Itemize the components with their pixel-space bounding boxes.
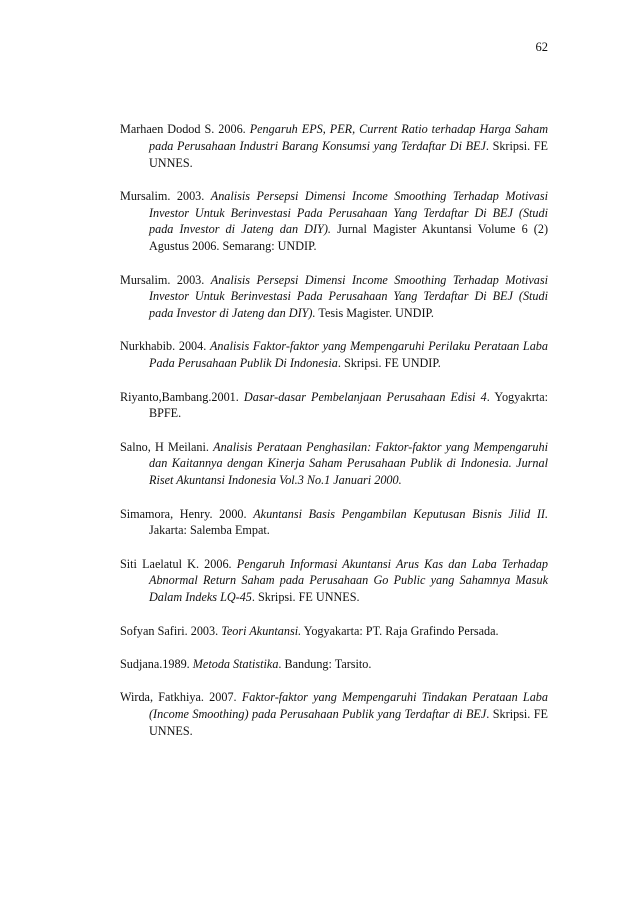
reference-author-year: Nurkhabib. 2004. [120,339,210,354]
reference-author-year: Marhaen Dodod S. 2006. [120,122,250,136]
reference-source: Jakarta: Salemba Empat. [149,523,270,538]
reference-entry [120,623,548,640]
reference-entry [120,121,548,171]
reference-source: Tesis Magister. UNDIP. [315,306,434,321]
reference-title: Teori Akuntansi. [221,623,302,638]
reference-title: Metoda Statistika [192,656,279,671]
reference-source: Yogyakarta: PT. Raja Grafindo Persada. [301,623,499,638]
reference-list [120,121,548,756]
reference-author-year: Simamora, Henry. 2000. [120,506,254,521]
reference-title: Analisis Faktor-faktor yang Mempengaruhi Perilaku Perataan Laba Pada Perusahaan Publik Di Indonesia [149,339,548,371]
reference-entry [120,338,548,372]
reference-entry [120,506,548,540]
reference-author-year: Mursalim. 2003. [120,188,211,203]
reference-source: . Skripsi. FE UNNES. [149,138,549,170]
reference-source: Jurnal Magister Akuntansi Volume 6 (2) Agustus 2006. Semarang: UNDIP. [149,222,548,254]
reference-author-year: Riyanto,Bambang.2001. [120,389,244,404]
reference-entry [120,272,548,322]
reference-title: Akuntansi Basis Pengambilan Keputusan Bisnis Jilid II. [253,506,548,521]
page-number: 62 [535,40,548,54]
reference-author-year: Siti Laelatul K. 2006. [120,556,237,571]
reference-author-year: Wirda, Fatkhiya. 2007. [120,690,242,705]
reference-source: . Skripsi. FE UNDIP. [337,356,441,371]
reference-title: Analisis Perataan Penghasilan: Faktor-faktor yang Mempengaruhi dan Kaitannya dengan Kinerja Saham Perusahaan Publik di Indonesia. Jurnal Riset Akuntansi Indonesia Vol.3 No.1 Januari 2000. [149,439,548,488]
reference-source: . Yogyakrta: BPFE. [149,389,548,421]
reference-source: . Bandung: Tarsito. [278,656,372,671]
reference-title: Dasar-dasar Pembelanjaan Perusahaan Edisi 4 [243,389,487,404]
reference-author-year: Salno, H Meilani. [120,439,214,454]
reference-author-year: Sudjana.1989. [120,656,193,671]
reference-title: Faktor-faktor yang Mempengaruhi Tindakan Perataan Laba (Income Smoothing) pada Perusahaan Publik yang Terdaftar di BEJ [149,690,548,721]
reference-entry [120,389,548,423]
reference-entry [120,689,548,739]
reference-entry [120,188,548,255]
reference-title: Analisis Persepsi Dimensi Income Smoothing Terhadap Motivasi Investor Untuk Berinvestasi Pada Perusahaan Yang Terdaftar Di BEJ (Studi pada Investor di Jateng dan DIY). [149,188,548,237]
reference-title: Pengaruh EPS, PER, Current Ratio terhadap Harga Saham pada Perusahaan Industri Barang Konsumsi yang Terdaftar Di BEJ [149,122,548,153]
reference-entry [120,556,548,606]
reference-source: . Skripsi. FE UNNES. [251,590,360,605]
reference-entry [120,439,548,489]
reference-title: Analisis Persepsi Dimensi Income Smoothing Terhadap Motivasi Investor Untuk Berinvestasi Pada Perusahaan Yang Terdaftar Di BEJ (Studi pada Investor di Jateng dan DIY). [149,272,548,321]
reference-entry [120,656,548,673]
reference-author-year: Mursalim. 2003. [120,272,211,287]
reference-author-year: Sofyan Safiri. 2003. [120,623,222,638]
reference-source: . Skripsi. FE UNNES. [149,706,548,738]
reference-title: Pengaruh Informasi Akuntansi Arus Kas dan Laba Terhadap Abnormal Return Saham pada Perusahaan Go Public yang Sahamnya Masuk Dalam Indeks LQ-45 [149,556,548,605]
